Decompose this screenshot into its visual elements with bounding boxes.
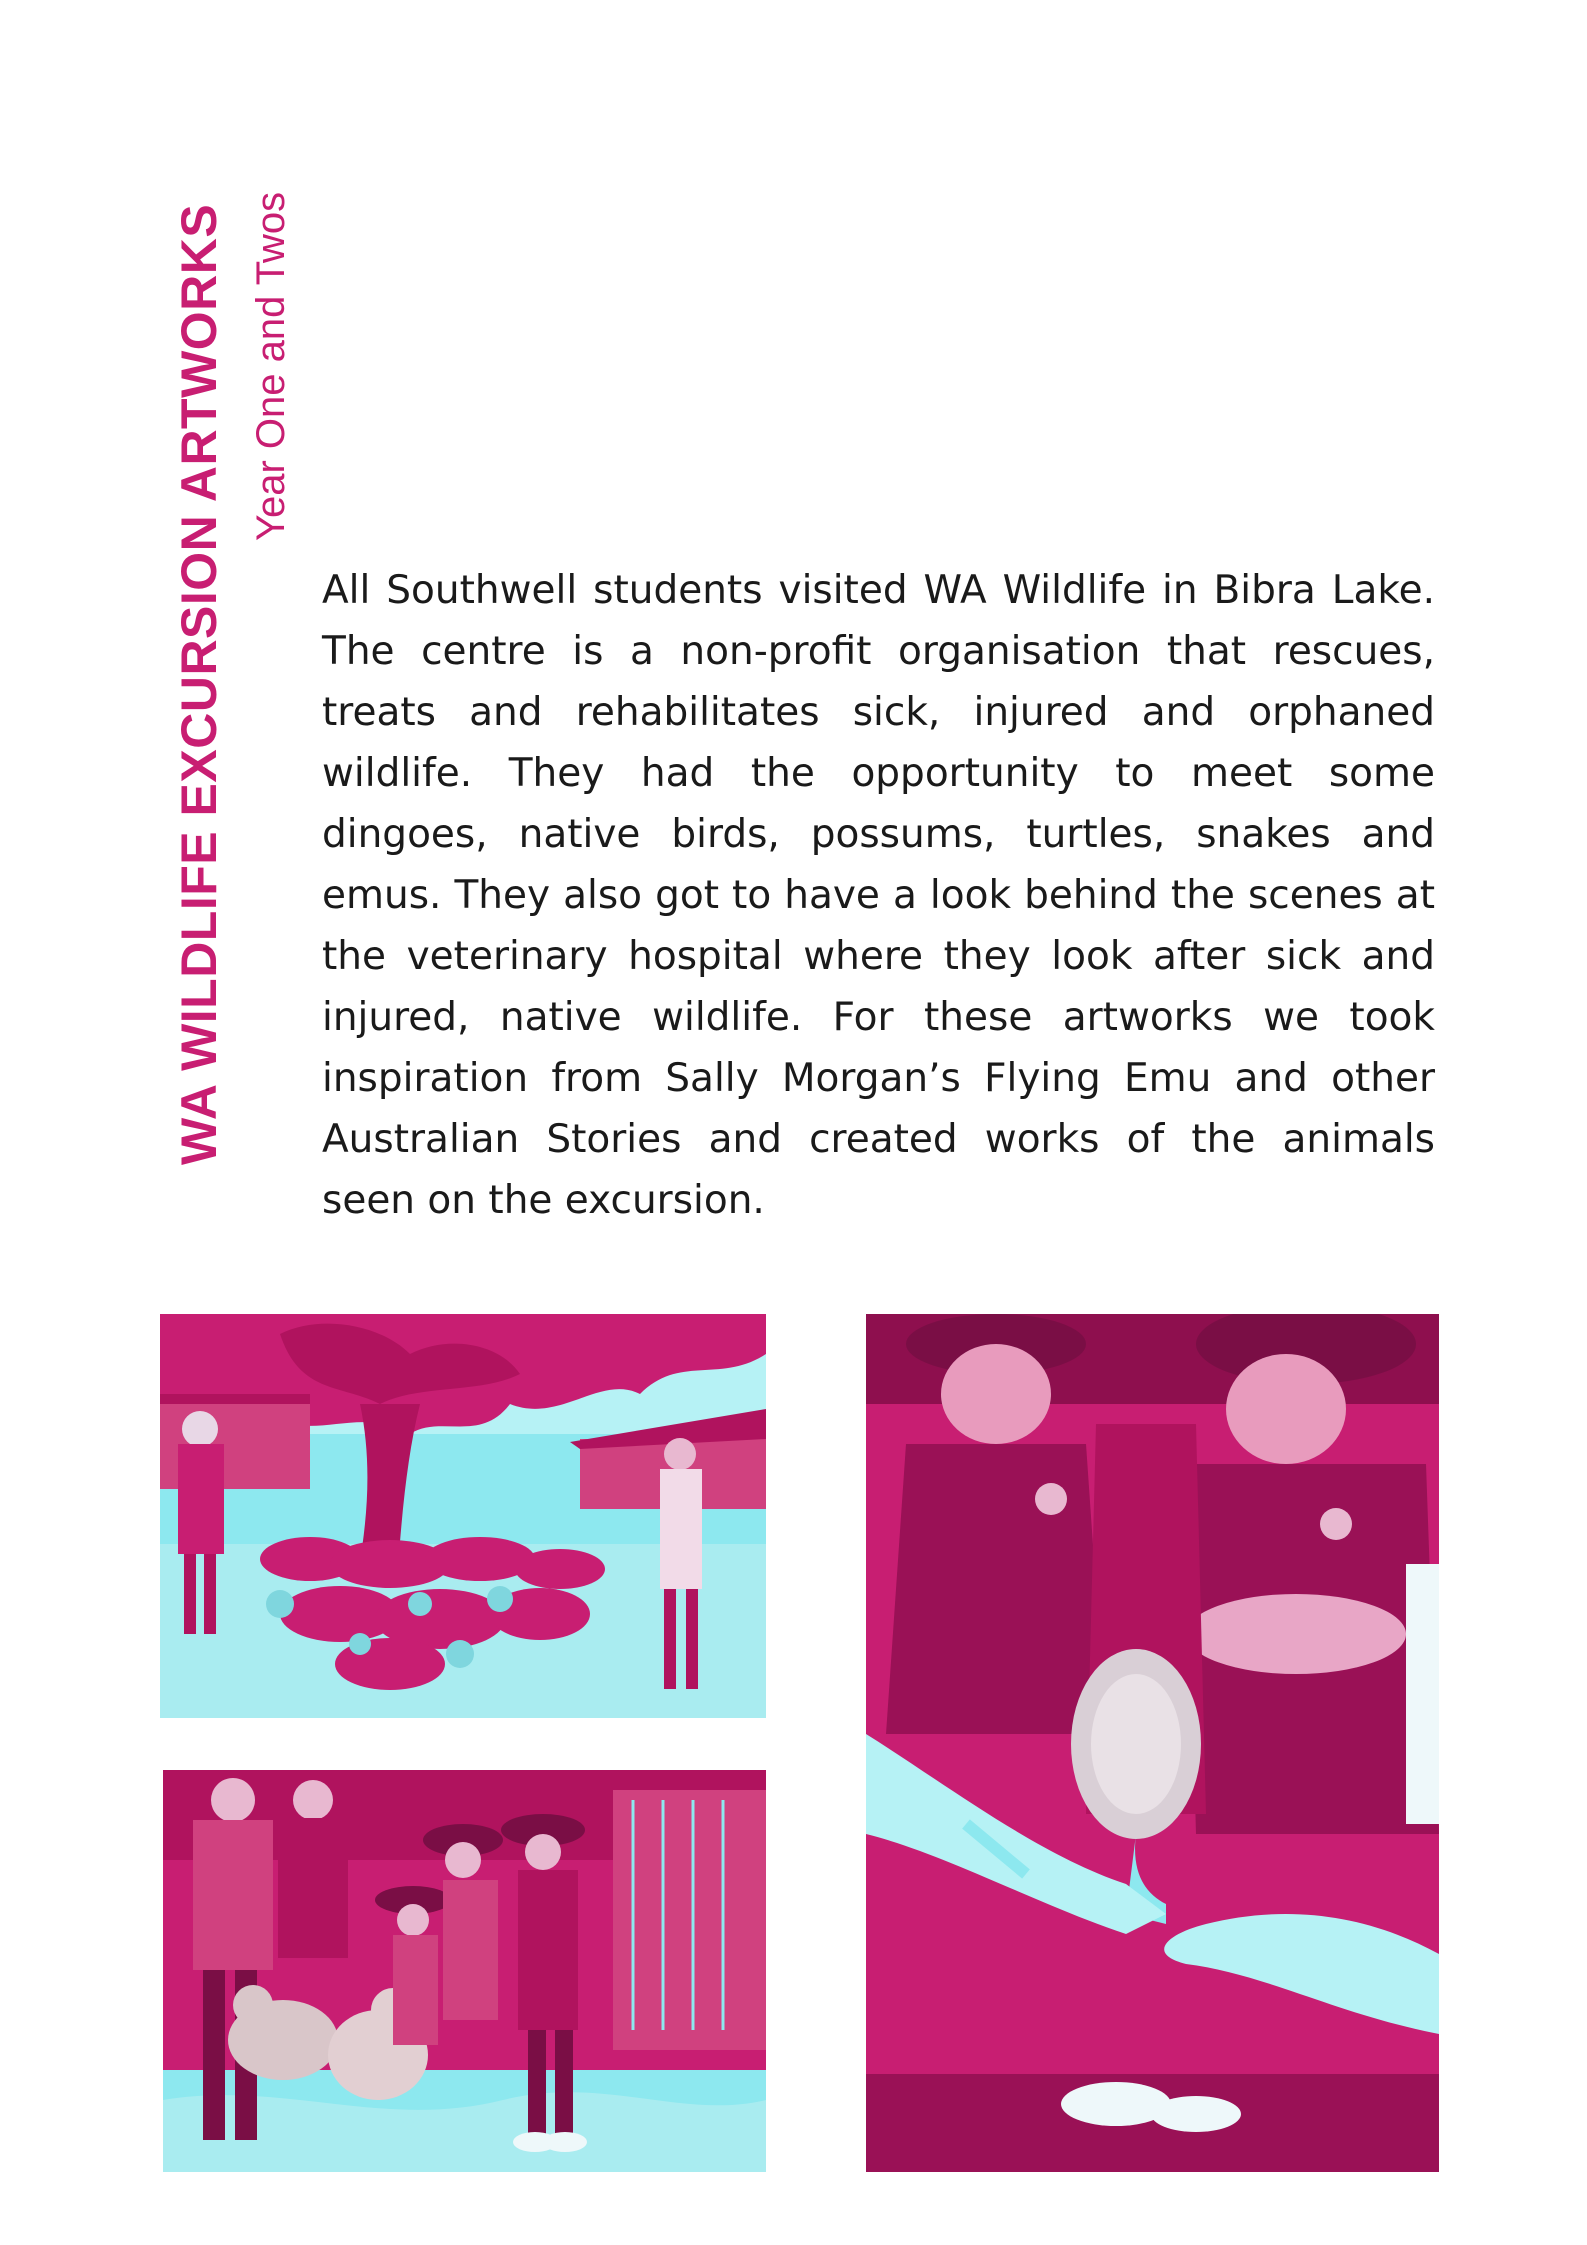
students-seated-group-photo xyxy=(160,1314,766,1718)
emu-feeding-photo xyxy=(866,1314,1439,2172)
page-subtitle: Year One and Twos xyxy=(249,191,293,541)
body-paragraph: All Southwell students visited WA Wildlife in Bibra Lake. The centre is a non-profit organisation that rescues, treats and rehabilitates sick, injured and orphaned wildlife. They had the opportunity to meet some dingoes, native birds, possums, turtles, snakes and emus. They also got to have a look behind the scenes at the veterinary hospital where they look after sick and injured, native wildlife. For these artworks we took inspiration from Sally Morgan’s Flying Emu and other Australian Stories and created works of the animals seen on the excursion. xyxy=(322,568,1435,1223)
students-with-dingoes-photo xyxy=(163,1770,766,2172)
page-title: WA WILDLIFE EXCURSION ARTWORKS xyxy=(171,203,227,1165)
